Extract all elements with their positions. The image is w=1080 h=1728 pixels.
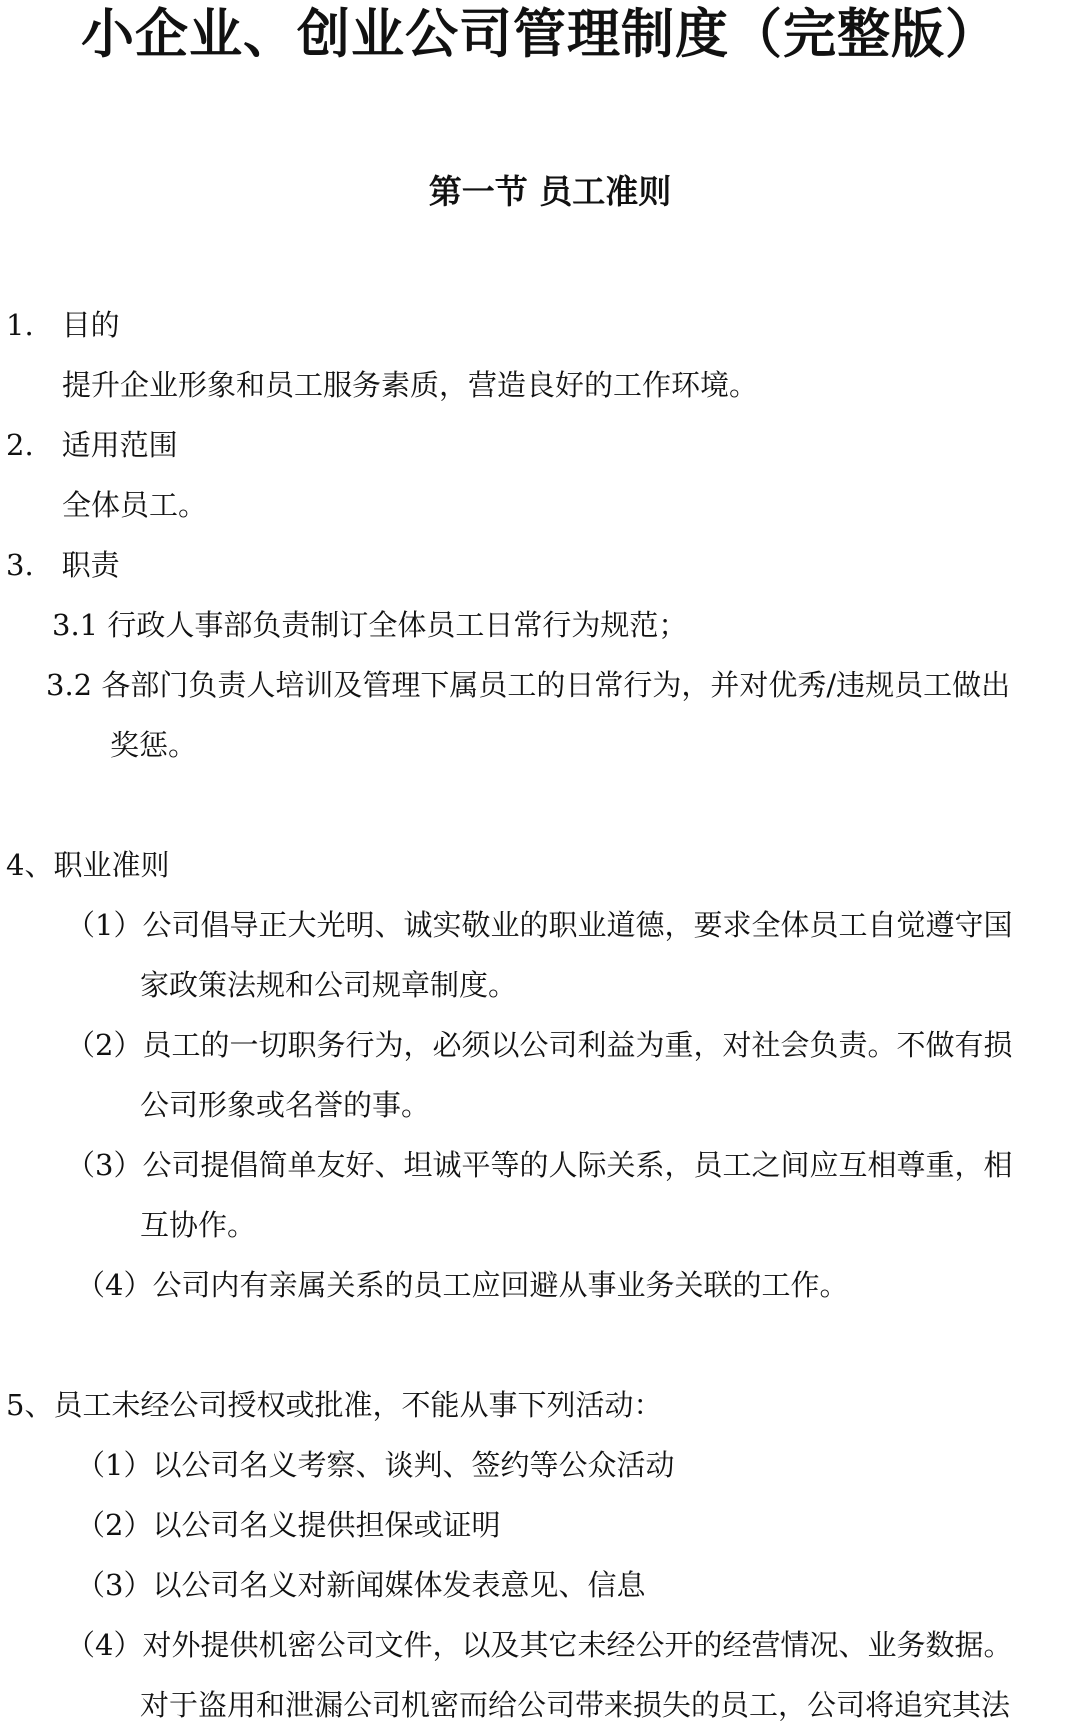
item-2-label: 适用范围 bbox=[61, 428, 178, 462]
item-2-heading bbox=[6, 425, 178, 465]
item-1-number: 1. bbox=[6, 308, 34, 342]
item-3-1: 3.1 行政人事部负责制订全体员工日常行为规范； bbox=[52, 608, 688, 642]
item-1-label: 目的 bbox=[61, 308, 120, 342]
item-5-heading: 5、员工未经公司授权或批准，不能从事下列活动： bbox=[6, 1388, 663, 1422]
item-2-number: 2. bbox=[6, 428, 34, 462]
item-4-2-line-2: 公司形象或名誉的事。 bbox=[140, 1088, 431, 1122]
item-1-heading bbox=[6, 305, 120, 345]
item-4-1-line-2: 家政策法规和公司规章制度。 bbox=[140, 968, 518, 1002]
item-3-2-line-2: 奖惩。 bbox=[110, 728, 198, 762]
item-5-1: （1）以公司名义考察、谈判、签约等公众活动 bbox=[76, 1448, 675, 1482]
item-5-4: （4）对外提供机密公司文件，以及其它未经公开的经营情况、业务数据。 bbox=[66, 1628, 1013, 1662]
document-title: 小企业、创业公司管理制度（完整版） bbox=[81, 4, 999, 65]
item-3-number: 3. bbox=[6, 548, 34, 582]
item-4-4: （4）公司内有亲属关系的员工应回避从事业务关联的工作。 bbox=[76, 1268, 849, 1302]
item-3-2-line-1: 3.2 各部门负责人培训及管理下属员工的日常行为，并对优秀/违规员工做出 bbox=[46, 668, 1011, 702]
item-2-text: 全体员工。 bbox=[62, 488, 208, 522]
item-5-3: （3）以公司名义对新闻媒体发表意见、信息 bbox=[76, 1568, 646, 1602]
item-4-1-line-1: （1）公司倡导正大光明、诚实敬业的职业道德，要求全体员工自觉遵守国 bbox=[66, 908, 1013, 942]
item-1-text: 提升企业形象和员工服务素质，营造良好的工作环境。 bbox=[62, 368, 759, 402]
item-4-3-line-1: （3）公司提倡简单友好、坦诚平等的人际关系，员工之间应互相尊重，相 bbox=[66, 1148, 1013, 1182]
item-4-3-line-2: 互协作。 bbox=[140, 1208, 257, 1242]
item-4-2-line-1: （2）员工的一切职务行为，必须以公司利益为重，对社会负责。不做有损 bbox=[66, 1028, 1013, 1062]
item-4-heading: 4、职业准则 bbox=[6, 848, 170, 882]
item-5-5: 对于盗用和泄漏公司机密而给公司带来损失的员工，公司将追究其法 bbox=[140, 1688, 1011, 1722]
item-3-label: 职责 bbox=[61, 548, 120, 582]
section-title: 第一节 员工准则 bbox=[428, 172, 672, 211]
item-5-2: （2）以公司名义提供担保或证明 bbox=[76, 1508, 501, 1542]
item-3-heading bbox=[6, 545, 120, 585]
